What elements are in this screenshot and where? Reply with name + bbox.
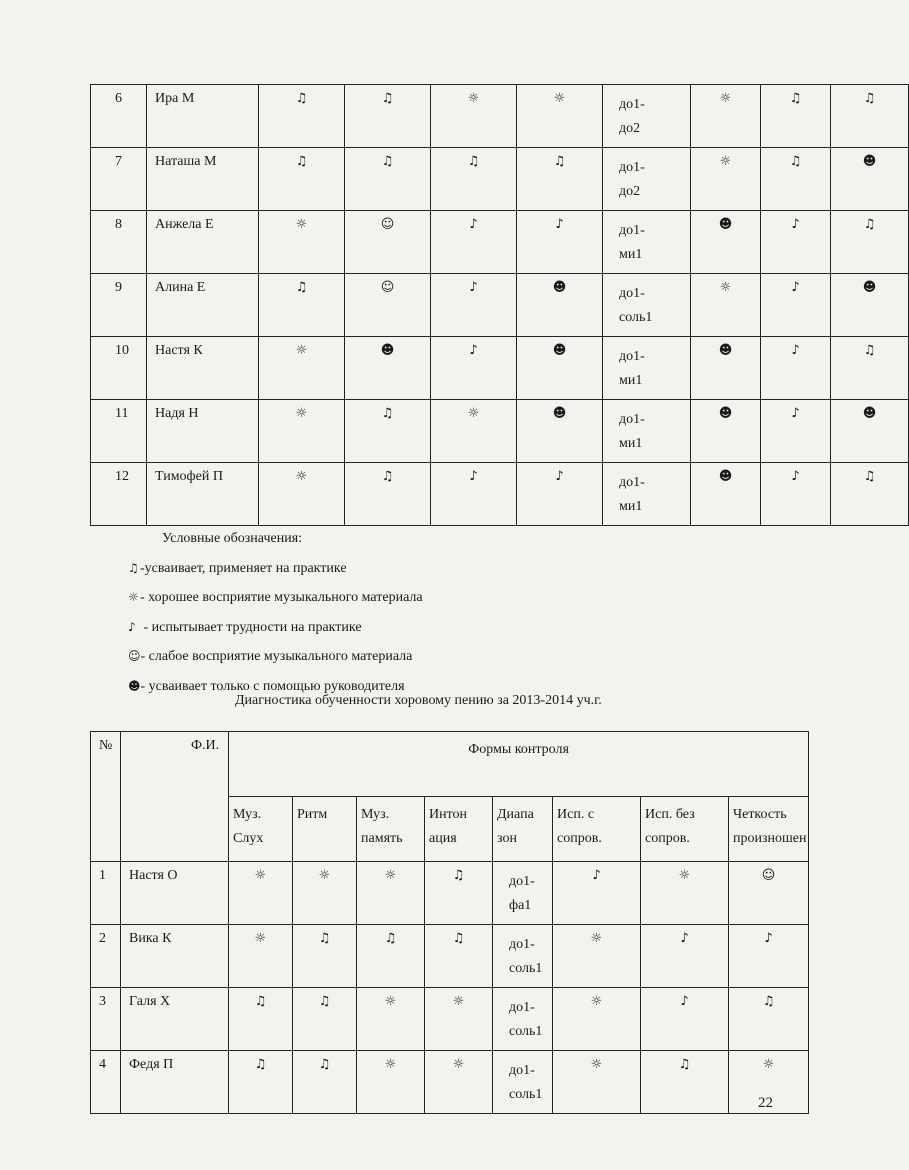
mark-cell: ☻ <box>345 337 431 400</box>
mark-cell: ☻ <box>517 274 603 337</box>
mark-cell: ☻ <box>691 211 761 274</box>
header-column: Муз. Слух <box>229 797 293 862</box>
mark-cell: ☼ <box>553 1051 641 1114</box>
filled-smiley-icon: ☻ <box>128 678 141 693</box>
mark-cell: ☻ <box>691 463 761 526</box>
header-column: Четкость произношен <box>729 797 809 862</box>
mark-cell: ☼ <box>229 862 293 925</box>
mark-cell: ☻ <box>517 337 603 400</box>
mark-cell: ♪ <box>761 337 831 400</box>
mark-cell: ♫ <box>229 988 293 1051</box>
legend-item: ♪ - испытывает трудности на практике <box>128 613 423 643</box>
row-number: 6 <box>91 85 147 148</box>
table-row <box>91 925 809 988</box>
row-number: 12 <box>91 463 147 526</box>
mark-cell: ♪ <box>431 463 517 526</box>
student-name: Настя О <box>121 862 229 925</box>
diagnostics-table-continued <box>90 84 909 526</box>
legend <box>128 524 423 701</box>
mark-cell: ☼ <box>553 988 641 1051</box>
mark-cell: ☼ <box>691 85 761 148</box>
range-cell: до1- соль1 <box>493 1051 553 1114</box>
mark-cell: ♫ <box>345 85 431 148</box>
choral-singing-diagnostics-table <box>90 731 809 1114</box>
range-cell: до1- соль1 <box>603 274 691 337</box>
student-name: Ира М <box>147 85 259 148</box>
mark-cell: ♫ <box>729 988 809 1051</box>
single-note-icon: ♪ <box>128 619 136 634</box>
student-name: Настя К <box>147 337 259 400</box>
header-column: Интон ация <box>425 797 493 862</box>
row-number: 7 <box>91 148 147 211</box>
mark-cell: ☻ <box>691 400 761 463</box>
mark-cell: ☺ <box>345 274 431 337</box>
header-column: Исп. без сопров. <box>641 797 729 862</box>
range-cell: до1- до2 <box>603 148 691 211</box>
student-name: Анжела Е <box>147 211 259 274</box>
mark-cell: ☻ <box>831 148 909 211</box>
mark-cell: ♫ <box>517 148 603 211</box>
row-number: 1 <box>91 862 121 925</box>
range-cell: до1- ми1 <box>603 211 691 274</box>
mark-cell: ♪ <box>431 211 517 274</box>
mark-cell: ♫ <box>259 85 345 148</box>
range-cell: до1- соль1 <box>493 925 553 988</box>
mark-cell: ☺ <box>345 211 431 274</box>
row-number: 11 <box>91 400 147 463</box>
sun-icon: ☼ <box>128 590 139 604</box>
mark-cell: ☻ <box>831 274 909 337</box>
row-number: 8 <box>91 211 147 274</box>
row-number: 4 <box>91 1051 121 1114</box>
student-name: Наташа М <box>147 148 259 211</box>
legend-item: ♫-усваивает, применяет на практике <box>128 554 423 584</box>
mark-cell: ♫ <box>259 274 345 337</box>
mark-cell: ♫ <box>831 463 909 526</box>
mark-cell: ♫ <box>641 1051 729 1114</box>
mark-cell: ☻ <box>831 400 909 463</box>
mark-cell: ♪ <box>517 211 603 274</box>
legend-item: ☼- хорошее восприятие музыкального материала <box>128 583 423 613</box>
mark-cell: ☼ <box>357 1051 425 1114</box>
table-row <box>91 988 809 1051</box>
mark-cell: ♫ <box>259 148 345 211</box>
range-cell: до1- ми1 <box>603 463 691 526</box>
range-cell: до1- фа1 <box>493 862 553 925</box>
header-name: Ф.И. <box>121 732 229 862</box>
page-number: 22 <box>758 1095 773 1111</box>
mark-cell: ☻ <box>517 400 603 463</box>
mark-cell: ♫ <box>229 1051 293 1114</box>
mark-cell: ♪ <box>517 463 603 526</box>
mark-cell: ♪ <box>641 925 729 988</box>
range-cell: до1- до2 <box>603 85 691 148</box>
mark-cell: ☼ <box>431 85 517 148</box>
row-number: 2 <box>91 925 121 988</box>
table-row <box>91 211 909 274</box>
mark-cell: ♪ <box>761 211 831 274</box>
student-name: Алина Е <box>147 274 259 337</box>
mark-cell: ☼ <box>691 274 761 337</box>
mark-cell: ☼ <box>425 988 493 1051</box>
header-forms: Формы контроля <box>229 732 809 797</box>
double-note-icon: ♫ <box>128 560 139 575</box>
row-number: 9 <box>91 274 147 337</box>
mark-cell: ☼ <box>259 337 345 400</box>
mark-cell: ☺ <box>729 862 809 925</box>
mark-cell: ☼ <box>641 862 729 925</box>
range-cell: до1- соль1 <box>493 988 553 1051</box>
mark-cell: ☼ <box>357 862 425 925</box>
header-column: Ритм <box>293 797 357 862</box>
mark-cell: ☼ <box>293 862 357 925</box>
student-name: Вика К <box>121 925 229 988</box>
student-name: Тимофей П <box>147 463 259 526</box>
table-row <box>91 274 909 337</box>
header-num: № <box>91 732 121 862</box>
mark-cell: ♫ <box>761 85 831 148</box>
mark-cell: ♫ <box>425 925 493 988</box>
table-row <box>91 862 809 925</box>
header-column: Муз. память <box>357 797 425 862</box>
mark-cell: ♫ <box>357 925 425 988</box>
mark-cell: ☼ <box>517 85 603 148</box>
legend-item: ☻- усваивает только с помощью руководителя <box>128 672 423 702</box>
table-row <box>91 400 909 463</box>
mark-cell: ♪ <box>729 925 809 988</box>
mark-cell: ♪ <box>761 463 831 526</box>
mark-cell: ☼ <box>691 148 761 211</box>
mark-cell: ♫ <box>761 148 831 211</box>
mark-cell: ☼ <box>729 1051 809 1114</box>
row-number: 10 <box>91 337 147 400</box>
student-name: Надя Н <box>147 400 259 463</box>
row-number: 3 <box>91 988 121 1051</box>
table-row <box>91 463 909 526</box>
mark-cell: ♫ <box>293 925 357 988</box>
mark-cell: ☻ <box>691 337 761 400</box>
mark-cell: ☼ <box>431 400 517 463</box>
mark-cell: ♫ <box>425 862 493 925</box>
table-row <box>91 337 909 400</box>
table-row <box>91 1051 809 1114</box>
range-cell: до1- ми1 <box>603 400 691 463</box>
table-row <box>91 85 909 148</box>
mark-cell: ☼ <box>553 925 641 988</box>
mark-cell: ♪ <box>431 274 517 337</box>
mark-cell: ♫ <box>293 988 357 1051</box>
student-name: Галя Х <box>121 988 229 1051</box>
mark-cell: ♪ <box>553 862 641 925</box>
mark-cell: ☼ <box>259 463 345 526</box>
mark-cell: ♫ <box>345 148 431 211</box>
mark-cell: ♫ <box>431 148 517 211</box>
mark-cell: ☼ <box>229 925 293 988</box>
mark-cell: ♫ <box>345 400 431 463</box>
table2-title: Диагностика обученности хоровому пению за 2013-2014 уч.г. <box>235 693 602 708</box>
mark-cell: ♫ <box>293 1051 357 1114</box>
range-cell: до1- ми1 <box>603 337 691 400</box>
legend-item: ☺- слабое восприятие музыкального материала <box>128 642 423 672</box>
mark-cell: ♪ <box>641 988 729 1051</box>
mark-cell: ☼ <box>357 988 425 1051</box>
table-row <box>91 148 909 211</box>
header-column: Диапа зон <box>493 797 553 862</box>
mark-cell: ♫ <box>345 463 431 526</box>
mark-cell: ♫ <box>831 211 909 274</box>
mark-cell: ☼ <box>259 211 345 274</box>
mark-cell: ♫ <box>831 85 909 148</box>
legend-title: Условные обозначения: <box>162 531 303 546</box>
mark-cell: ☼ <box>259 400 345 463</box>
student-name: Федя П <box>121 1051 229 1114</box>
smiley-icon: ☺ <box>128 649 141 663</box>
mark-cell: ♪ <box>761 274 831 337</box>
mark-cell: ☼ <box>425 1051 493 1114</box>
mark-cell: ♪ <box>761 400 831 463</box>
mark-cell: ♪ <box>431 337 517 400</box>
mark-cell: ♫ <box>831 337 909 400</box>
header-column: Исп. с сопров. <box>553 797 641 862</box>
